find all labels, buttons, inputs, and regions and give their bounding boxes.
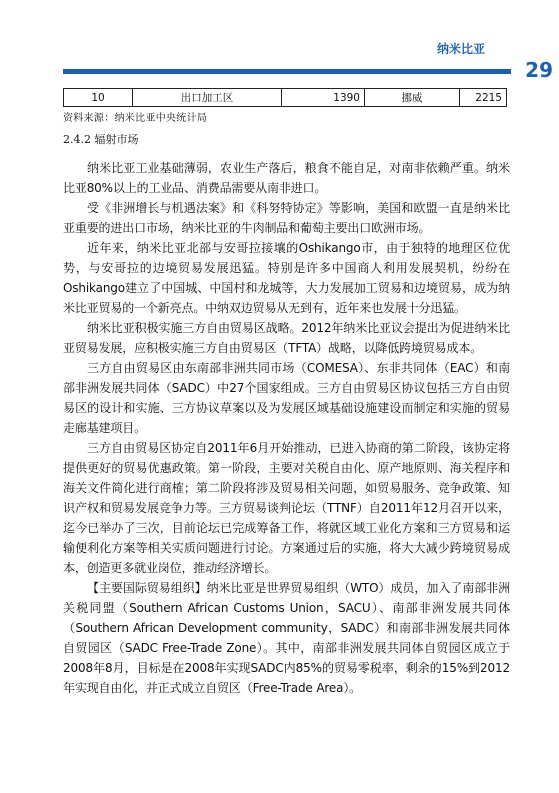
data-table <box>63 88 507 107</box>
paragraph: 受《非洲增长与机遇法案》和《科努特协定》等影响，美国和欧盟一直是纳米比亚重要的进出口市场，纳米比亚的牛肉制品和葡萄主要出口欧洲市场。 <box>63 201 510 235</box>
paragraph: 三方自由贸易区由东南部非洲共同市场（COMESA）、东非共同体（EAC）和南部非洲发展共同体（SADC）中27个国家组成。三方自由贸易区协议包括三方自由贸易区的设计和实施、三方协议草案以及为发展区域基础设施建设而制定和实施的贸易走廊基建项目。 <box>63 361 510 435</box>
table-cell-value1: 1390 <box>282 89 365 107</box>
running-header-title: 纳米比亚 <box>436 42 485 56</box>
paragraph: 近年来，纳米比亚北部与安哥拉接壤的Oshikango市，由于独特的地理区位优势，与安哥拉的边境贸易发展迅猛。特别是许多中国商人利用发展契机，纷纷在Oshikango建立了中国城、中国村和龙城等，大力发展加工贸易和边境贸易，成为纳米比亚贸易的一个新亮点。中纳双边贸易从无到有，近年来也发展十分迅猛。 <box>63 241 510 315</box>
paragraph: 纳米比亚工业基础薄弱，农业生产落后，粮食不能自足，对南非依赖严重。纳米比亚80%以上的工业品、消费品需要从南非进口。 <box>63 161 510 195</box>
source-note: 资料来源：纳米比亚中央统计局 <box>63 113 208 124</box>
table-cell-value2: 2215 <box>460 89 507 107</box>
table-cell-country: 挪威 <box>365 89 460 107</box>
header-rule <box>63 69 511 74</box>
paragraph: 纳米比亚积极实施三方自由贸易区战略。2012年纳米比亚议会提出为促进纳米比亚贸易发展，应积极实施三方自由贸易区（TFTA）战略，以降低跨境贸易成本。 <box>63 321 510 355</box>
body-text <box>63 158 510 698</box>
page-number: 29 <box>525 58 553 82</box>
table-row <box>64 89 507 107</box>
section-heading: 2.4.2 辐射市场 <box>63 133 139 146</box>
paragraph: 【主要国际贸易组织】纳米比亚是世界贸易组织（WTO）成员，加入了南部非洲关税同盟（Southern African Customs Union，SACU）、南部非洲发展共同体（Southern African Development community，SADC）和南部非洲发展共同体自贸园区（SADC Free-Trade Zone）。其中，南部非洲发展共同体自贸园区成立于2008年8月，目标是在2008年实现SADC内85%的贸易零税率，剩余的15%到2012年实现自由化，并正式成立自贸区（Free-Trade Area）。 <box>63 581 510 695</box>
table-cell-name: 出口加工区 <box>133 89 282 107</box>
paragraph: 三方自由贸易区协定自2011年6月开始推动，已进入协商的第二阶段，该协定将提供更好的贸易优惠政策。第一阶段，主要对关税自由化、原产地原则、海关程序和海关文件简化进行商榷；第二阶段将涉及贸易相关问题，如贸易服务、竞争政策、知识产权和贸易发展竞争力等。三方贸易谈判论坛（TTNF）自2011年12月召开以来，迄今已举办了三次，目前论坛已完成筹备工作，将就区域工业化方案和三方贸易和运输便利化方案等相关实质问题进行讨论。方案通过后的实施，将大大减少跨境贸易成本，创造更多就业岗位，推动经济增长。 <box>63 441 510 575</box>
table-cell-index: 10 <box>64 89 133 107</box>
